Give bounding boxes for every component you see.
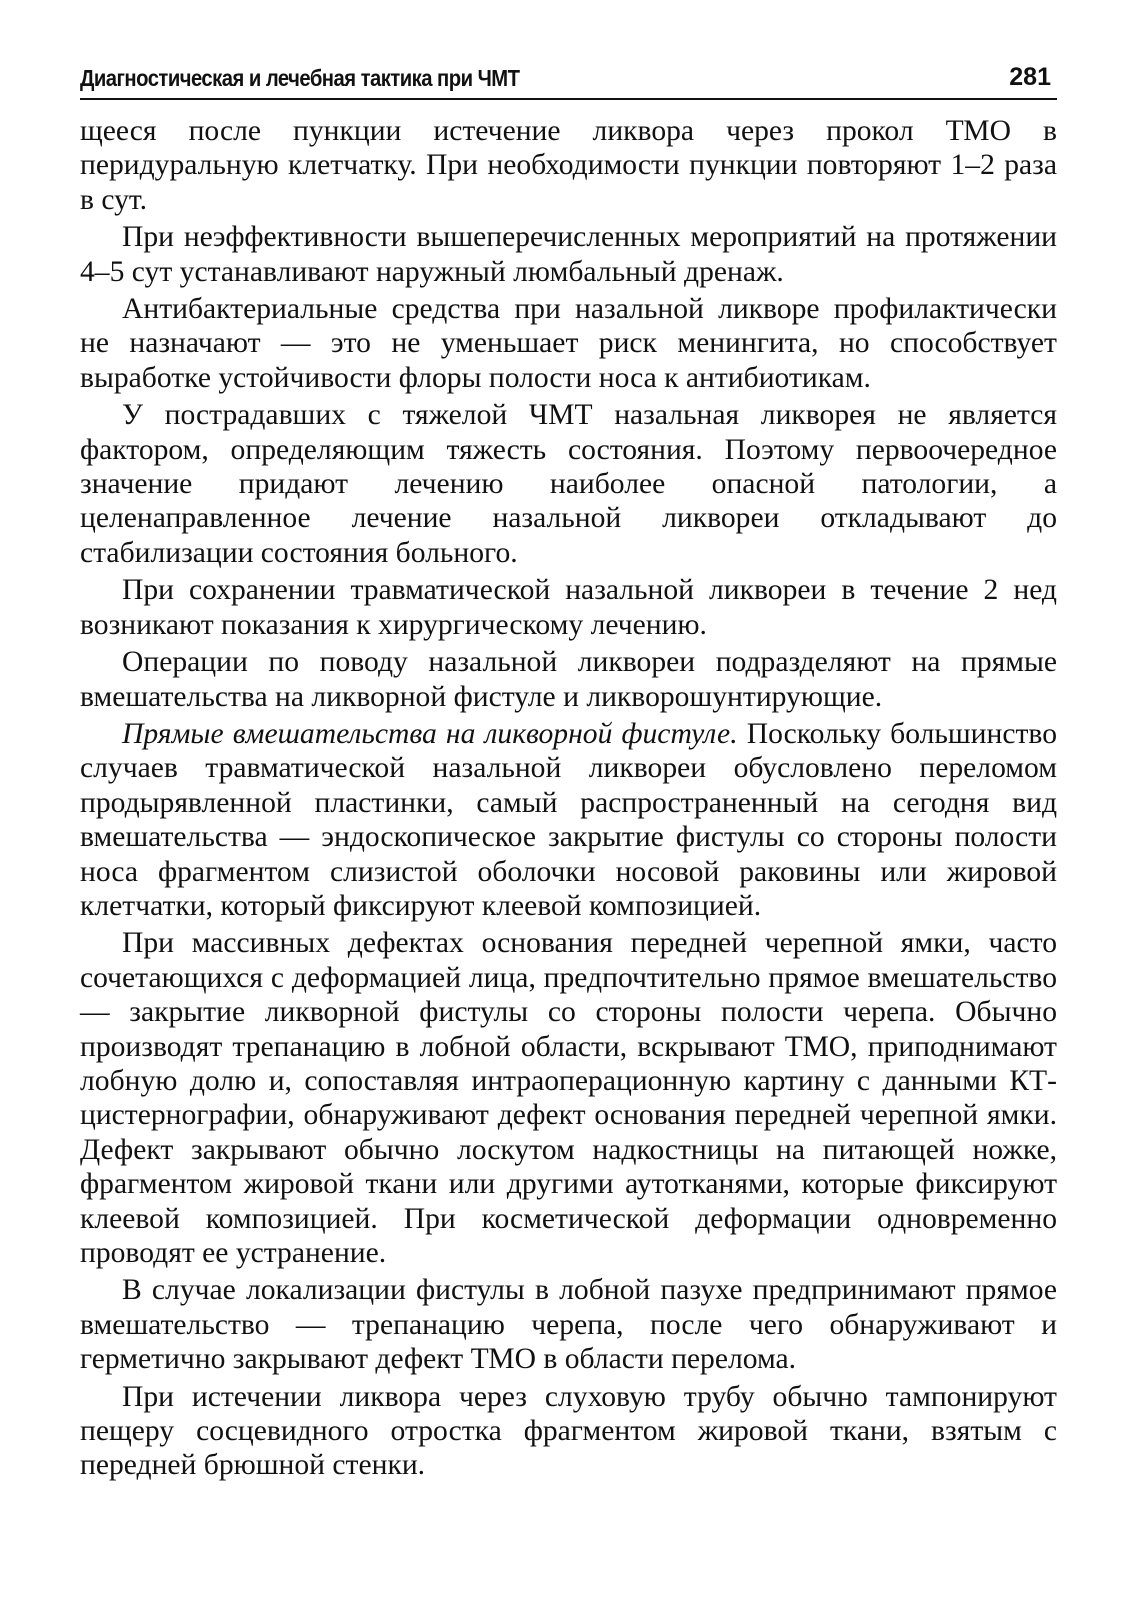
paragraph-direct-interventions — [80, 717, 1057, 923]
page-number: 281 — [1009, 63, 1051, 91]
paragraph-surgery-indication: При сохранении травматической назальной ликвореи в течение 2 нед возникают показания к хирургическому лечению. — [80, 574, 1057, 641]
body-text — [80, 114, 1057, 1483]
running-header — [80, 58, 1057, 100]
paragraph-severe-tbi: У пострадавших с тяжелой ЧМТ назальная ликворея не является фактором, определяющим тяжесть состояния. Поэтому первоочередное значение придают лечению наиболее опасной патологии, а целенаправленное лечение назальной ликвореи откладывают до стабилизации состояния больного. — [80, 399, 1057, 569]
paragraph-italic-lead: Прямые вмешательства на ликворной фистуле. — [122, 717, 738, 750]
paragraph-antibacterial: Антибактериальные средства при назальной ликворе профилактически не назначают — это не уменьшает риск менингита, но способствует выработке устойчивости флоры полости носа к антибиотикам. — [80, 293, 1057, 394]
book-page — [80, 0, 1057, 1601]
paragraph-continuation: щееся после пункции истечение ликвора через прокол ТМО в перидуральную клетчатку. При необходимости пункции повторяют 1–2 раза в сут. — [80, 115, 1057, 216]
paragraph-massive-defects: При массивных дефектах основания передней черепной ямки, часто сочетающихся с деформацией лица, предпочтительно прямое вмешательство — закрытие ликворной фистулы со стороны полости черепа. Обычно производят трепанацию в лобной области, вскрывают ТМО, приподнимают лобную долю и, сопоставляя интраоперационную картину с данными КТ-цистернографии, обнаруживают дефект основания передней черепной ямки. Дефект закрывают обычно лоскутом надкостницы на питающей ножке, фрагментом жировой ткани или другими аутотканями, которые фиксируют клеевой композицией. При косметической деформации одновременно проводят ее устранение. — [80, 927, 1057, 1269]
paragraph-lumbar-drain: При неэффективности вышеперечисленных мероприятий на протяжении 4–5 сут устанавливают наружный люмбальный дренаж. — [80, 221, 1057, 288]
paragraph-frontal-sinus: В случае локализации фистулы в лобной пазухе предпринимают прямое вмешательство — трепанацию черепа, после чего обнаруживают и герметично закрывают дефект ТМО в области перелома. — [80, 1274, 1057, 1376]
paragraph-auditory-tube: При истечении ликвора через слуховую трубу обычно тампонируют пещеру сосцевидного отростка фрагментом жировой ткани, взятым с передней брюшной стенки. — [80, 1380, 1057, 1482]
paragraph-direct-interventions-text: Поскольку большинство случаев травматической назальной ликвореи обусловлено переломом продырявленной пластинки, самый распространенный на сегодня вид вмешательства — эндоскопическое закрытие фистулы со стороны полости носа фрагментом слизистой оболочки носовой раковины или жировой клетчатки, который фиксируют клеевой композицией. — [80, 717, 1057, 922]
running-header-title: Диагностическая и лечебная тактика при ЧМТ — [80, 65, 520, 91]
paragraph-operation-types: Операции по поводу назальной ликвореи подразделяют на прямые вмешательства на ликворной фистуле и ликворошунтирующие. — [80, 646, 1057, 713]
